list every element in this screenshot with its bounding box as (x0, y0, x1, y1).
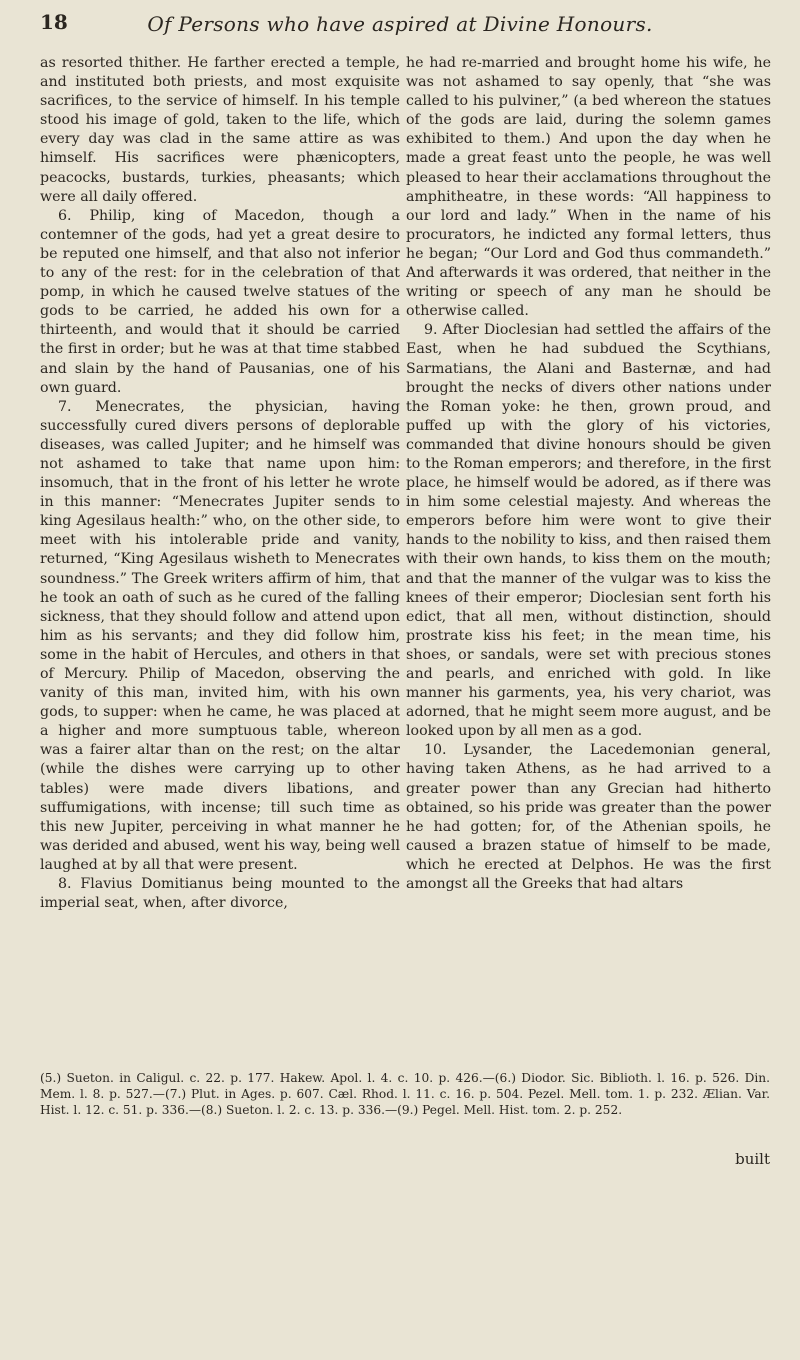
paragraph: 10. Lysander, the Lacedemonian general, having taken Athens, as he had arrived to a greater power than any Grecian had hitherto obtained, so his pride was greater than the power he had gotten; for, of the Athenian spoils, he caused a brazen statue of himself to be made, which he erected at Delphos. He was the first amongst all the Greeks that had altars (406, 742, 771, 893)
paragraph: 6. Philip, king of Macedon, though a contemner of the gods, had yet a great desire to be reputed one himself, and that also not inferior to any of the rest: for in the celebration of that pomp, in which he caused twelve statues of the gods to be carried, he added his own for a thirteenth, and would that it should be carried the first in order; but he was at that time stabbed and slain by the hand of Pausanias, one of his own guard. (40, 207, 400, 396)
left-column (40, 54, 400, 1066)
paragraph: 9. After Dioclesian had settled the affairs of the East, when he had subdued the Scythians, Sarmatians, the Alani and Basternæ, and had brought the necks of divers other nations under the Roman yoke: he then, grown proud, and puffed up with the glory of his victories, commanded that divine honours should be given to the Roman emperors; and therefore, in the first place, he himself would be adored, as if there was in him some celestial majesty. And whereas the emperors before him were wont to give their hands to the nobility to kiss, and then raised them with their own hands, to kiss them on the mouth; and that the manner of the vulgar was to kiss the knees of their emperor; Dioclesian sent forth his edict, that all men, without distinction, should prostrate kiss his feet; in the mean time, his shoes, or sandals, were set with precious stones and pearls, and enriched with gold. In like manner his garments, yea, his very chariot, was adorned, that he might seem more august, and be looked upon by all men as a god. (406, 322, 771, 740)
paragraph: 7. Menecrates, the physician, having successfully cured divers persons of deplorable diseases, was called Jupiter; and he himself was not ashamed to take that name upon him: insomuch, that in the front of his letter he wrote in this manner: “Menecrates Jupiter sends to king Agesilaus health:” who, on the other side, to meet with his intolerable pride and vanity, returned, “King Agesilaus wisheth to Menecrates soundness.” The Greek writers affirm of him, that he took an oath of such as he cured of the falling sickness, that they should follow and attend upon him as his servants; and they did follow him, some in the habit of Hercules, and others in that of Mercury. Philip of Macedon, observing the vanity of this man, invited him, with his own gods, to supper: when he came, he was placed at a higher and more sumptuous table, whereon was a fairer altar than on the rest; on the altar (while the dishes were carrying up to other tables) were made divers libations, and suffumigations, with incense; till such time as this new Jupiter, perceiving in what manner he was derided and abused, went his way, being well laughed at by all that were present. (40, 398, 400, 873)
running-head: Of Persons who have aspired at Divine Honours. (147, 12, 653, 36)
paragraph: 8. Flavius Domitianus being mounted to the imperial seat, when, after divorce, (40, 876, 400, 912)
right-column (406, 54, 771, 1066)
paragraph: as resorted thither. He farther erected a temple, and instituted both priests, and most exquisite sacrifices, to the service of himself. In his temple stood his image of gold, taken to the life, which every day was clad in the same attire as was himself. His sacrifices were phænicopters, peacocks, bustards, turkies, pheasants; which were all daily offered. (40, 55, 400, 205)
footnotes: (5.) Sueton. in Caligul. c. 22. p. 177. Hakew. Apol. l. 4. c. 10. p. 426.—(6.) Diodor. Sic. Biblioth. l. 16. p. 526. Din. Mem. l. 8. p. 527.—(7.) Plut. in Ages. p. 607. Cæl. Rhod. l. 11. c. 16. p. 504. Pezel. Mell. tom. 1. p. 232. Ælian. Var. Hist. l. 12. c. 51. p. 336.—(8.) Sueton. l. 2. c. 13. p. 336.—(9.) Pegel. Mell. Hist. tom. 2. p. 252. (40, 1071, 770, 1117)
page-number: 18 (40, 10, 68, 34)
paragraph: he had re-married and brought home his wife, he was not ashamed to say openly, that “she was called to his pulviner,” (a bed whereon the statues of the gods are laid, during the solemn games exhibited to them.) And upon the day when he made a great feast unto the people, he was well pleased to hear their acclamations throughout the amphitheatre, in these words: “All happiness to our lord and lady.” When in the name of his procurators, he indicted any formal letters, thus he began; “Our Lord and God thus commandeth.” And afterwards it was ordered, that neither in the writing or speech of any man he should be otherwise called. (406, 55, 771, 320)
catchword: built (735, 1150, 770, 1168)
page-header (40, 6, 760, 40)
